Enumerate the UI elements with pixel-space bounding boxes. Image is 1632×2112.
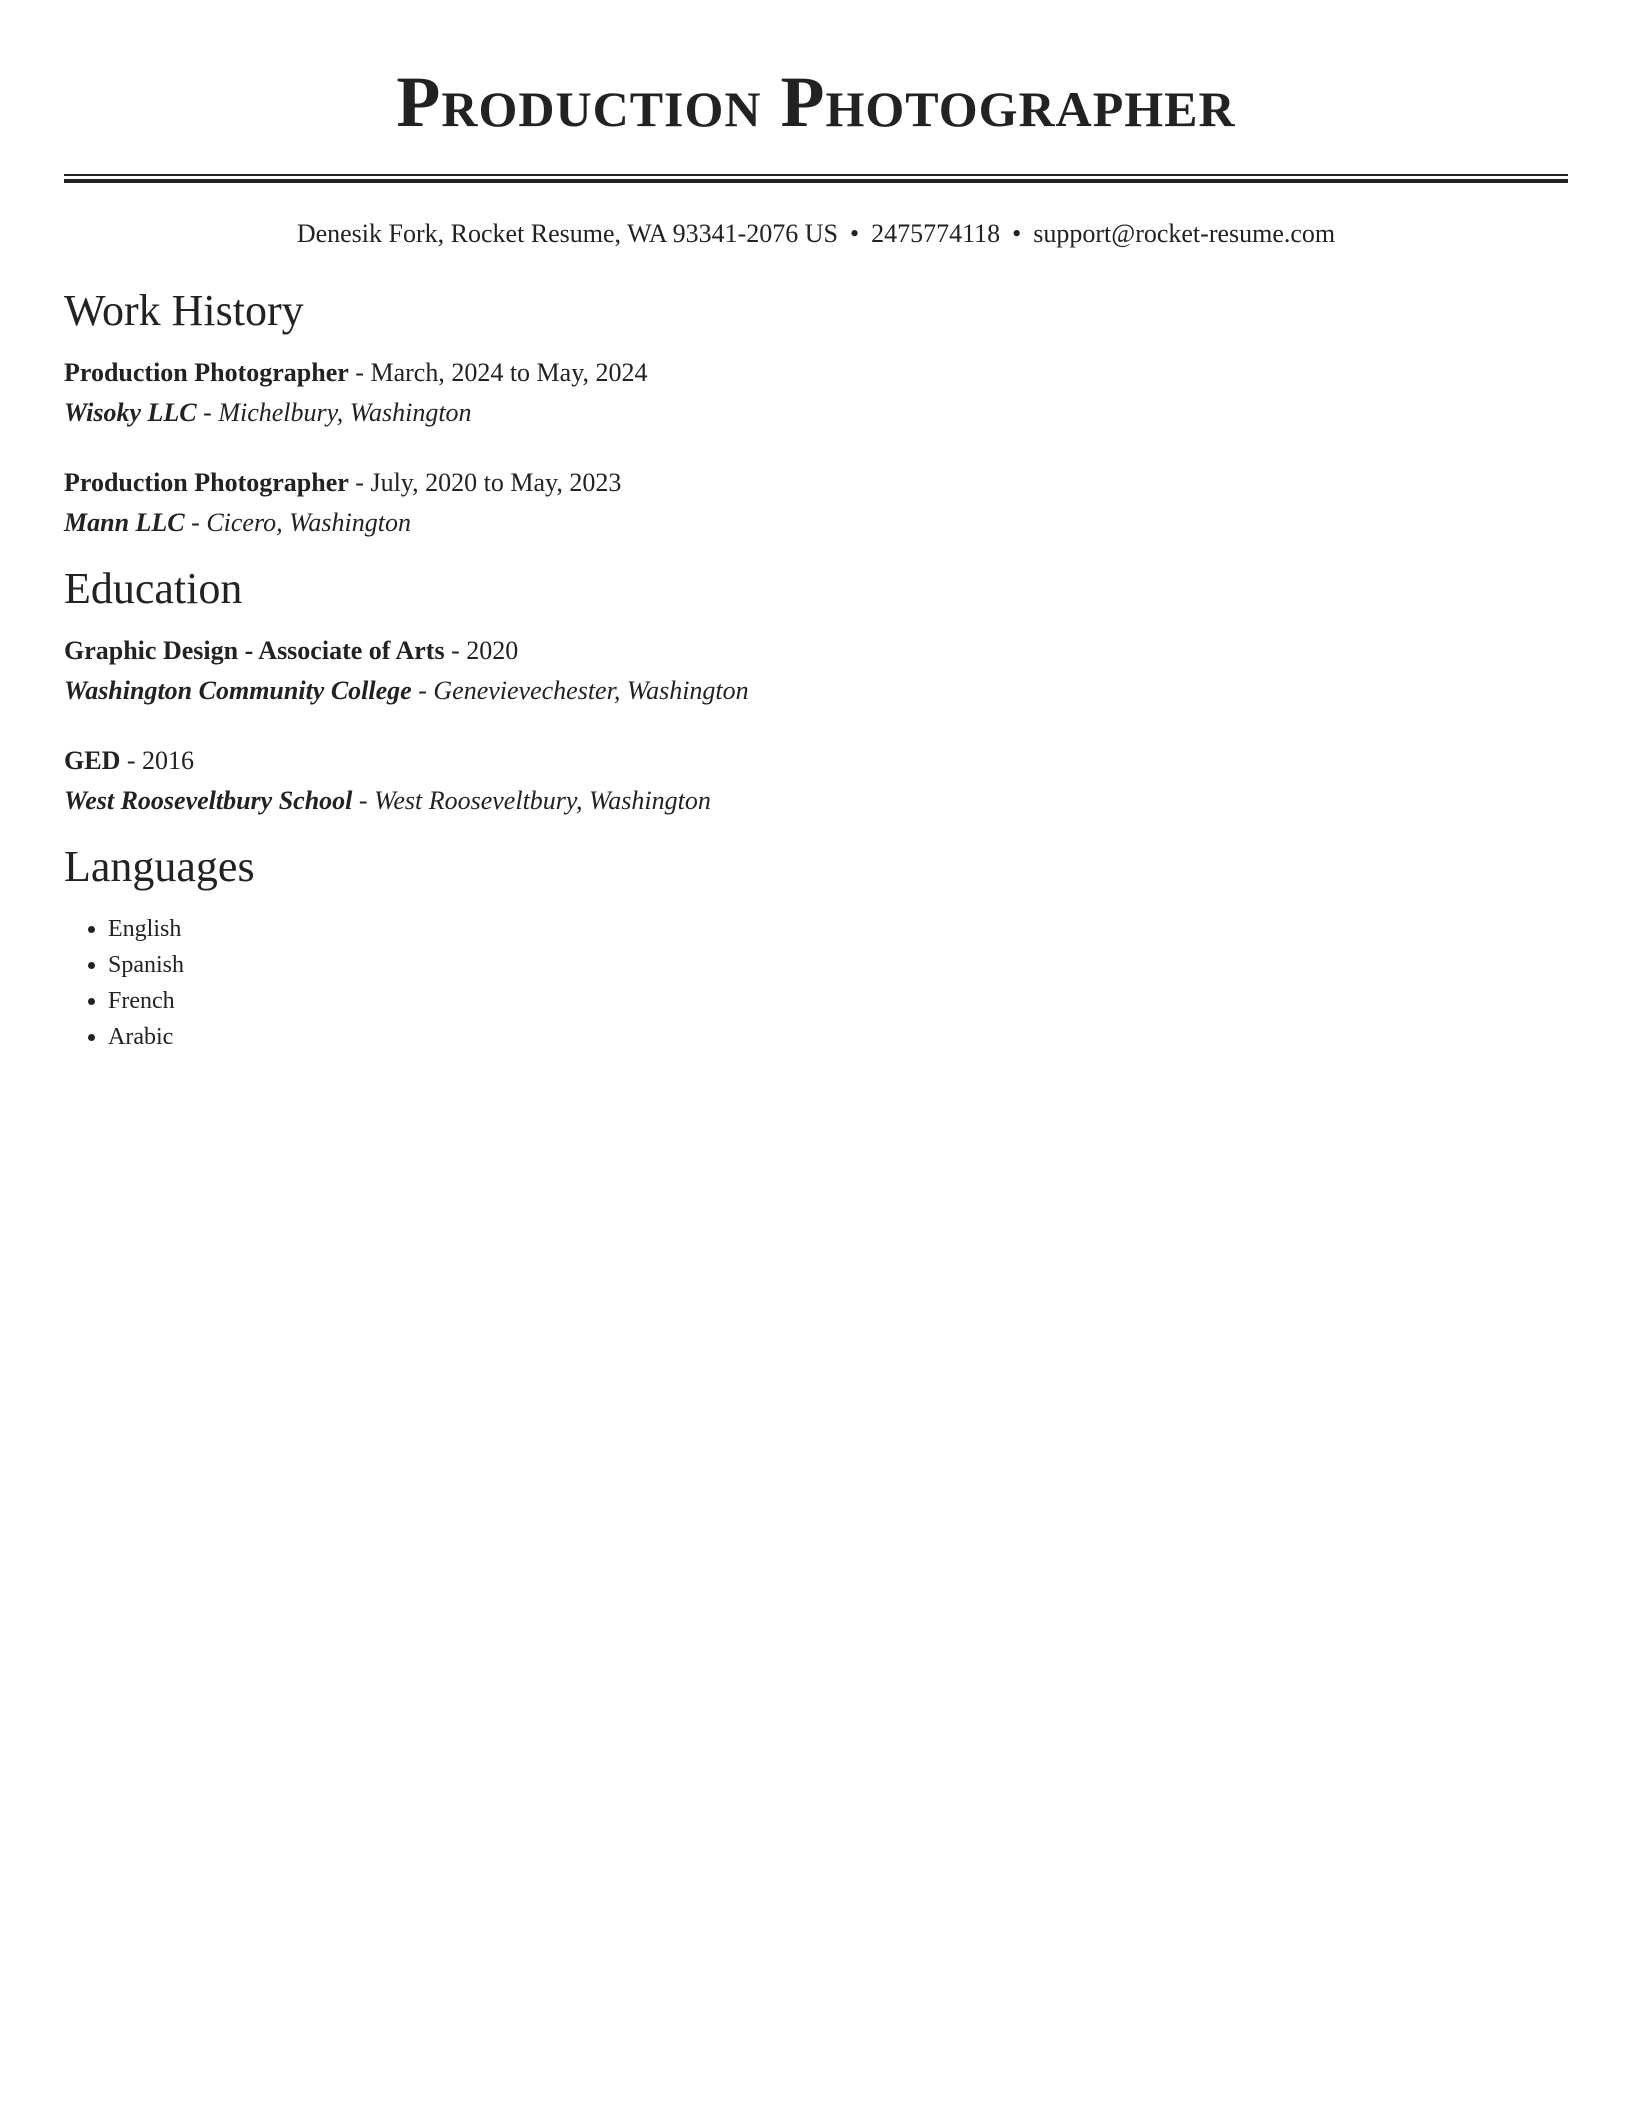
education-entry — [64, 741, 1568, 821]
work-entry — [64, 463, 1568, 543]
language-item: • Spanish — [108, 947, 1568, 983]
languages-heading: Languages — [64, 842, 255, 891]
dash: - — [418, 676, 427, 705]
employer-location: Cicero, Washington — [206, 508, 411, 537]
education-heading: Education — [64, 564, 243, 613]
school-location: West Rooseveltbury, Washington — [374, 786, 711, 815]
dash: - — [358, 786, 368, 815]
dash: - — [203, 398, 212, 427]
job-dates: March, 2024 to May, 2024 — [370, 358, 648, 387]
dash: - — [355, 358, 364, 387]
language-item: • Arabic — [108, 1019, 1568, 1055]
dash: - — [191, 508, 200, 537]
resume-title: Production Photographer — [396, 62, 1236, 142]
education-entry-header — [64, 631, 1568, 671]
employer-location: Michelbury, Washington — [218, 398, 472, 427]
education-entry-subheader — [64, 671, 1568, 711]
work-entry-subheader — [64, 393, 1568, 433]
employer-name: Mann LLC — [64, 508, 185, 537]
job-dates: July, 2020 to May, 2023 — [370, 468, 622, 497]
school-name: West Rooseveltbury School — [64, 786, 353, 815]
education-entry-header — [64, 741, 1568, 781]
language-item: • French — [108, 983, 1568, 1019]
dash: - — [451, 636, 460, 665]
work-history-heading: Work History — [64, 286, 304, 335]
dash: - — [126, 746, 136, 775]
education-entry — [64, 631, 1568, 711]
school-location: Genevievechester, Washington — [433, 676, 749, 705]
contact-line — [64, 217, 1568, 251]
education-entry-subheader — [64, 781, 1568, 821]
employer-name: Wisoky LLC — [64, 398, 197, 427]
contact-phone: 2475774118 — [871, 219, 1001, 248]
job-title: Production Photographer — [64, 358, 349, 387]
graduation-year: 2016 — [142, 746, 195, 775]
title-divider — [64, 174, 1568, 183]
job-title: Production Photographer — [64, 468, 349, 497]
work-entry-header — [64, 463, 1568, 503]
school-name: Washington Community College — [64, 676, 412, 705]
languages-list — [64, 911, 1568, 1055]
work-entry — [64, 353, 1568, 433]
degree-name: Graphic Design - Associate of Arts — [64, 636, 445, 665]
degree-name: GED — [64, 746, 121, 775]
dash: - — [355, 468, 364, 497]
work-entry-header — [64, 353, 1568, 393]
contact-separator: • — [849, 219, 860, 248]
contact-separator: • — [1012, 219, 1022, 248]
contact-email: support@rocket-resume.com — [1033, 219, 1336, 248]
work-entry-subheader — [64, 503, 1568, 543]
contact-address: Denesik Fork, Rocket Resume, WA 93341-2076 US — [296, 219, 838, 248]
graduation-year: 2020 — [466, 636, 519, 665]
language-item: • English — [108, 911, 1568, 947]
